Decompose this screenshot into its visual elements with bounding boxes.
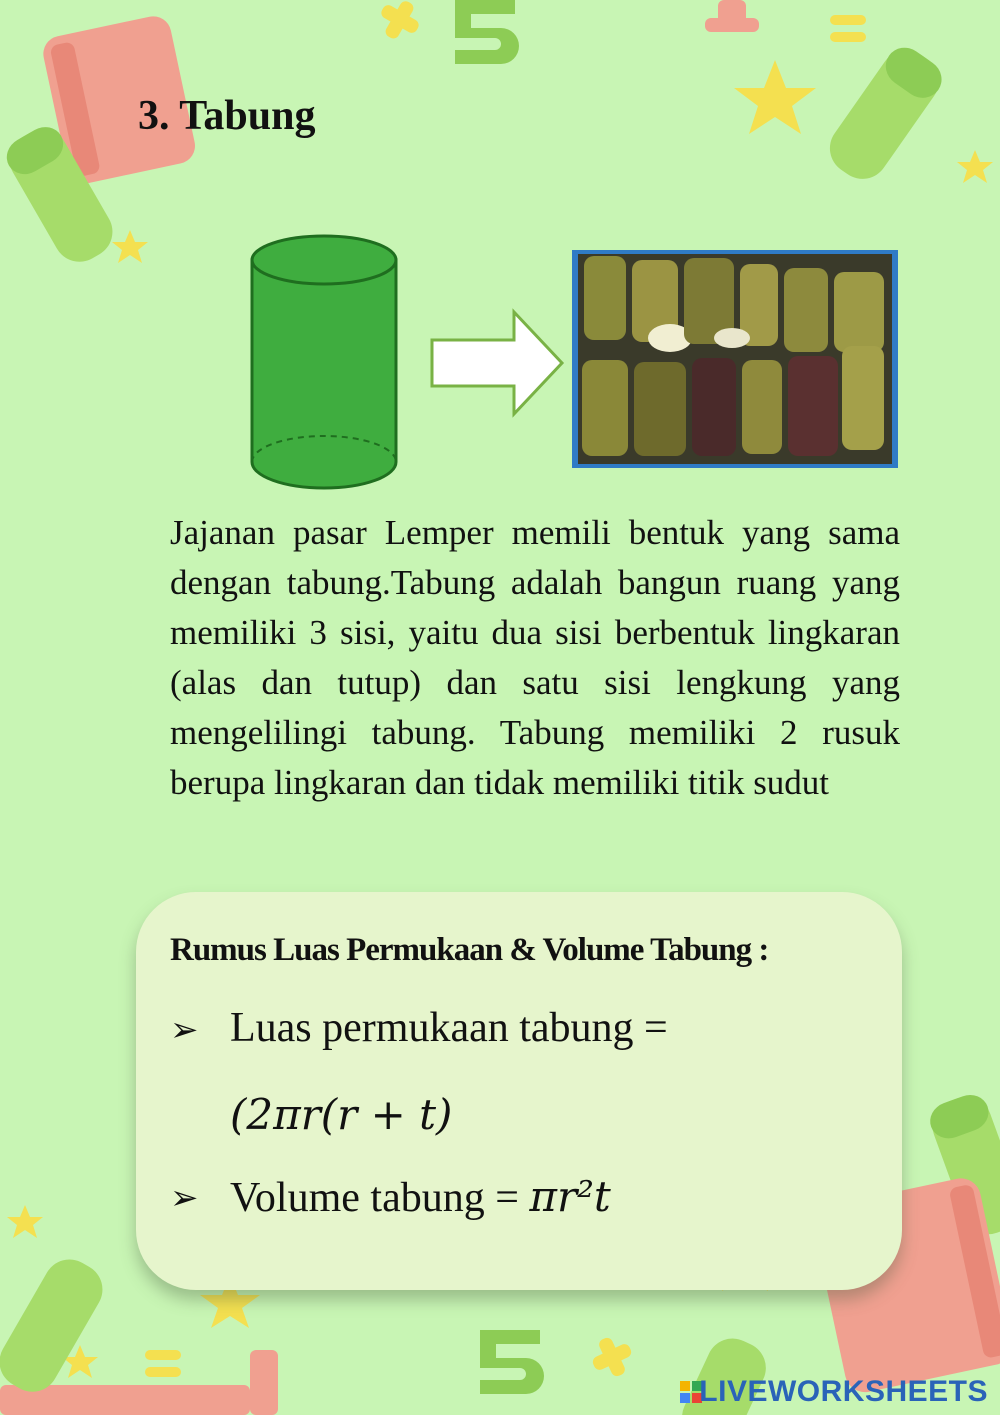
bullet-icon: ➢ xyxy=(170,1180,199,1217)
eraser-decoration xyxy=(0,1250,112,1401)
lemper-photo xyxy=(572,250,898,468)
formula-box xyxy=(136,892,902,1290)
volume-formula: πr²t xyxy=(529,1172,611,1221)
liveworksheets-watermark[interactable]: LIVEWORKSHEETS xyxy=(699,1375,988,1408)
surface-area-label: Luas permukaan tabung = xyxy=(230,1005,668,1051)
volume-label: Volume tabung = xyxy=(230,1175,530,1221)
surface-area-formula: (2πr(r + t) xyxy=(230,1090,453,1139)
right-arrow-icon xyxy=(428,308,568,418)
page-title: 3. Tabung xyxy=(138,93,316,139)
formula-box-title: Rumus Luas Permukaan & Volume Tabung : xyxy=(170,932,769,968)
eraser-decoration xyxy=(820,40,949,189)
description-paragraph: Jajanan pasar Lemper memili bentuk yang sama dengan tabung.Tabung adalah bangun ruang yang memiliki 3 sisi, yaitu dua sisi berbentuk lingkaran (alas dan tutup) dan satu sisi lengkung yang mengelilingi tabung. Tabung memiliki 2 rusuk berupa lingkaran dan tidak memiliki titik sudut xyxy=(170,513,900,802)
bullet-icon: ➢ xyxy=(170,1012,199,1049)
volume-row xyxy=(230,1172,611,1222)
cylinder-shape xyxy=(246,232,402,494)
